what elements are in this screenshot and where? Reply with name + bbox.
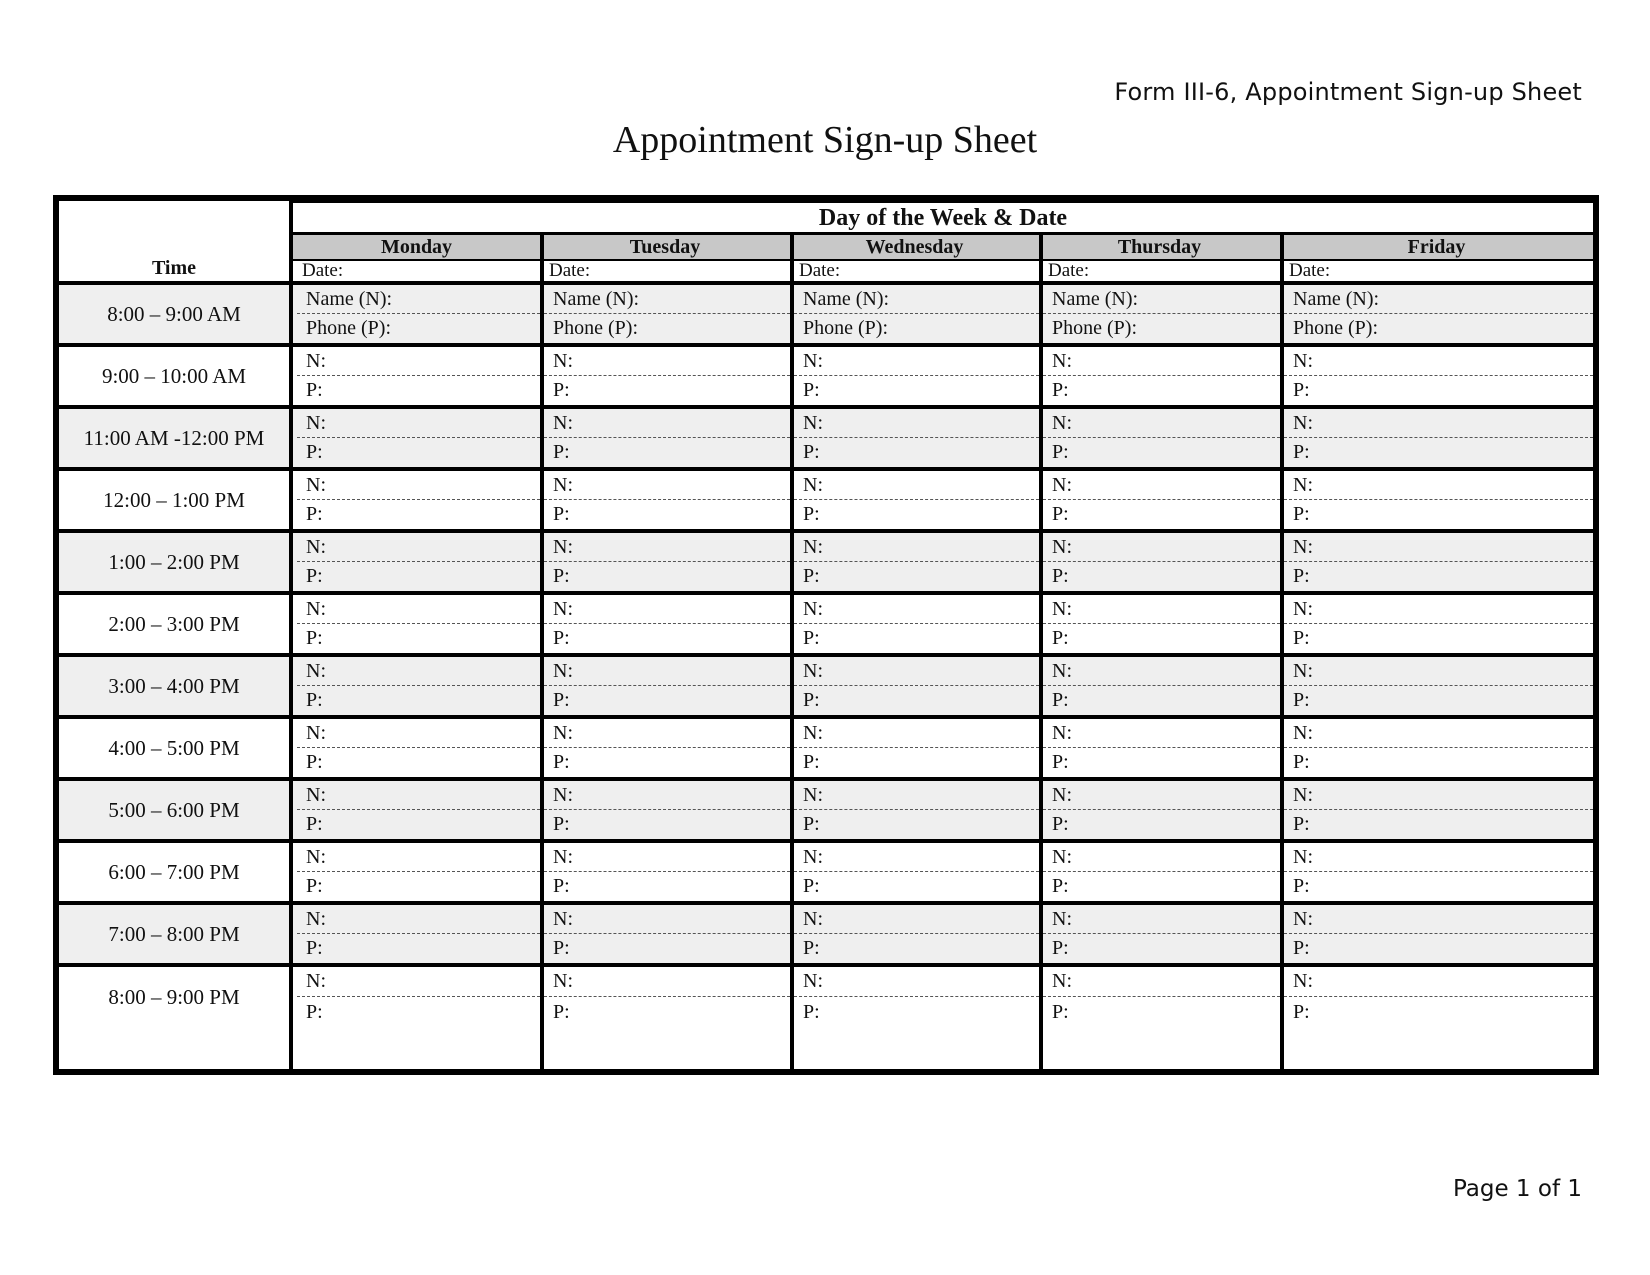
- phone-field[interactable]: P:: [1052, 937, 1069, 959]
- entry-cell-thursday: [1043, 719, 1280, 777]
- phone-field[interactable]: P:: [553, 813, 570, 835]
- entry-cell-friday: [1284, 471, 1593, 529]
- name-field[interactable]: N:: [794, 595, 1039, 624]
- entry-cell-tuesday: [544, 347, 790, 405]
- entry-cell-wednesday: [794, 719, 1039, 777]
- time-slot-label: 1:00 – 2:00 PM: [108, 549, 240, 574]
- entry-cell-friday: [1284, 843, 1593, 901]
- entry-cell-friday: [1284, 657, 1593, 715]
- phone-field[interactable]: P:: [553, 751, 570, 773]
- name-field[interactable]: N:: [544, 347, 790, 376]
- phone-field[interactable]: P:: [1293, 503, 1310, 525]
- phone-field[interactable]: P:: [803, 689, 820, 711]
- entry-cell-thursday: [1043, 595, 1280, 653]
- time-column-header: [59, 201, 293, 285]
- entry-cell-tuesday: [544, 967, 790, 1027]
- phone-field[interactable]: Phone (P):: [1052, 317, 1137, 339]
- day-header-thursday: Thursday: [1039, 235, 1280, 261]
- date-field-friday[interactable]: Date:: [1280, 261, 1593, 285]
- entry-cell-monday: [297, 409, 540, 467]
- entry-cell-wednesday: [794, 967, 1039, 1027]
- phone-field[interactable]: P:: [803, 379, 820, 401]
- entry-cell-tuesday: [544, 719, 790, 777]
- entry-cell-wednesday: [794, 347, 1039, 405]
- entry-cell-monday: [297, 533, 540, 591]
- day-header-monday: Monday: [293, 235, 540, 261]
- entry-cell-thursday: [1043, 471, 1280, 529]
- column-divider: [1039, 235, 1043, 1069]
- entry-cell-tuesday: [544, 595, 790, 653]
- date-field-wednesday[interactable]: Date:: [790, 261, 1039, 285]
- time-slot-label: 9:00 – 10:00 AM: [101, 363, 247, 388]
- entry-cell-tuesday: [544, 905, 790, 963]
- name-field[interactable]: N:: [544, 905, 790, 934]
- name-field[interactable]: N:: [1284, 719, 1593, 748]
- name-field[interactable]: N:: [544, 595, 790, 624]
- phone-field[interactable]: Phone (P):: [803, 317, 888, 339]
- name-field[interactable]: N:: [794, 657, 1039, 686]
- entry-cell-thursday: [1043, 409, 1280, 467]
- name-field[interactable]: N:: [544, 781, 790, 810]
- name-field[interactable]: N:: [1043, 905, 1280, 934]
- phone-field[interactable]: P:: [803, 813, 820, 835]
- name-field[interactable]: N:: [1043, 967, 1280, 997]
- phone-field[interactable]: P:: [803, 1000, 820, 1023]
- entry-cell-wednesday: [794, 285, 1039, 343]
- name-field[interactable]: N:: [794, 905, 1039, 934]
- entry-cell-thursday: [1043, 781, 1280, 839]
- time-slot-label: 12:00 – 1:00 PM: [103, 487, 245, 512]
- time-slot-label: 8:00 – 9:00 PM: [108, 984, 240, 1009]
- phone-field[interactable]: Phone (P):: [306, 317, 391, 339]
- phone-field[interactable]: P:: [1293, 813, 1310, 835]
- day-header-wednesday: Wednesday: [790, 235, 1039, 261]
- name-field[interactable]: N:: [544, 533, 790, 562]
- name-field[interactable]: N:: [1284, 905, 1593, 934]
- phone-field[interactable]: P:: [1052, 379, 1069, 401]
- phone-field[interactable]: P:: [306, 565, 323, 587]
- entry-cell-wednesday: [794, 471, 1039, 529]
- phone-field[interactable]: P:: [1052, 565, 1069, 587]
- name-field[interactable]: N:: [1043, 533, 1280, 562]
- name-field[interactable]: N:: [544, 657, 790, 686]
- name-field[interactable]: N:: [297, 595, 540, 624]
- name-field[interactable]: N:: [1284, 843, 1593, 872]
- name-field[interactable]: Name (N):: [794, 285, 1039, 314]
- name-field[interactable]: N:: [794, 533, 1039, 562]
- name-field[interactable]: N:: [1284, 595, 1593, 624]
- phone-field[interactable]: Phone (P):: [1293, 317, 1378, 339]
- page-number: Page 1 of 1: [1452, 1176, 1582, 1202]
- entry-cell-thursday: [1043, 347, 1280, 405]
- phone-field[interactable]: Phone (P):: [553, 317, 638, 339]
- entry-cell-monday: [297, 347, 540, 405]
- time-slot-label: 2:00 – 3:00 PM: [108, 611, 240, 636]
- entry-cell-wednesday: [794, 843, 1039, 901]
- name-field[interactable]: N:: [794, 781, 1039, 810]
- name-field[interactable]: N:: [1043, 719, 1280, 748]
- entry-cell-thursday: [1043, 285, 1280, 343]
- entry-cell-tuesday: [544, 409, 790, 467]
- entry-cell-wednesday: [794, 533, 1039, 591]
- entry-cell-wednesday: [794, 905, 1039, 963]
- name-field[interactable]: Name (N):: [544, 285, 790, 314]
- name-field[interactable]: N:: [1284, 347, 1593, 376]
- entry-cell-friday: [1284, 719, 1593, 777]
- name-field[interactable]: N:: [544, 843, 790, 872]
- phone-field[interactable]: P:: [803, 627, 820, 649]
- phone-field[interactable]: P:: [553, 627, 570, 649]
- entry-cell-monday: [297, 781, 540, 839]
- phone-field[interactable]: P:: [1052, 875, 1069, 897]
- phone-field[interactable]: P:: [306, 937, 323, 959]
- date-field-thursday[interactable]: Date:: [1039, 261, 1280, 285]
- entry-cell-monday: [297, 471, 540, 529]
- phone-field[interactable]: P:: [1293, 751, 1310, 773]
- phone-field[interactable]: P:: [306, 627, 323, 649]
- phone-field[interactable]: P:: [553, 441, 570, 463]
- phone-field[interactable]: P:: [803, 565, 820, 587]
- name-field[interactable]: N:: [794, 471, 1039, 500]
- entry-cell-thursday: [1043, 533, 1280, 591]
- entry-cell-tuesday: [544, 657, 790, 715]
- phone-field[interactable]: P:: [803, 441, 820, 463]
- entry-cell-monday: [297, 719, 540, 777]
- time-header-label: Time: [151, 257, 197, 279]
- time-slot-label: 6:00 – 7:00 PM: [108, 859, 240, 884]
- entry-cell-monday: [297, 595, 540, 653]
- time-slot-label: 7:00 – 8:00 PM: [108, 921, 240, 946]
- name-field[interactable]: N:: [1284, 533, 1593, 562]
- entry-cell-wednesday: [794, 781, 1039, 839]
- phone-field[interactable]: P:: [1052, 1000, 1069, 1023]
- name-field[interactable]: Name (N):: [1284, 285, 1593, 314]
- time-column-divider: [289, 201, 293, 1069]
- name-field[interactable]: N:: [1284, 967, 1593, 997]
- entry-cell-tuesday: [544, 843, 790, 901]
- phone-field[interactable]: P:: [1293, 565, 1310, 587]
- name-field[interactable]: N:: [1043, 347, 1280, 376]
- name-field[interactable]: N:: [297, 843, 540, 872]
- phone-field[interactable]: P:: [306, 441, 323, 463]
- day-header-tuesday: Tuesday: [540, 235, 790, 261]
- entry-cell-wednesday: [794, 595, 1039, 653]
- phone-field[interactable]: P:: [306, 379, 323, 401]
- name-field[interactable]: N:: [544, 471, 790, 500]
- entry-cell-monday: [297, 967, 540, 1027]
- entry-cell-tuesday: [544, 471, 790, 529]
- entry-cell-monday: [297, 657, 540, 715]
- time-slot-label: 5:00 – 6:00 PM: [108, 797, 240, 822]
- phone-field[interactable]: P:: [1293, 379, 1310, 401]
- phone-field[interactable]: P:: [553, 565, 570, 587]
- phone-field[interactable]: P:: [306, 503, 323, 525]
- name-field[interactable]: N:: [544, 409, 790, 438]
- day-header-friday: Friday: [1280, 235, 1593, 261]
- phone-field[interactable]: P:: [1052, 503, 1069, 525]
- entry-cell-wednesday: [794, 409, 1039, 467]
- name-field[interactable]: N:: [297, 471, 540, 500]
- form-identifier: Form III-6, Appointment Sign-up Sheet: [1114, 78, 1582, 106]
- entry-cell-friday: [1284, 285, 1593, 343]
- phone-field[interactable]: P:: [553, 503, 570, 525]
- phone-field[interactable]: P:: [306, 875, 323, 897]
- phone-field[interactable]: P:: [803, 875, 820, 897]
- name-field[interactable]: N:: [794, 409, 1039, 438]
- date-field-monday[interactable]: Date:: [293, 261, 540, 285]
- name-field[interactable]: N:: [1284, 409, 1593, 438]
- name-field[interactable]: N:: [794, 719, 1039, 748]
- name-field[interactable]: N:: [297, 905, 540, 934]
- phone-field[interactable]: P:: [1052, 813, 1069, 835]
- time-slot-label: 11:00 AM -12:00 PM: [83, 425, 265, 450]
- phone-field[interactable]: P:: [803, 751, 820, 773]
- entry-cell-friday: [1284, 781, 1593, 839]
- name-field[interactable]: N:: [297, 347, 540, 376]
- name-field[interactable]: N:: [297, 719, 540, 748]
- column-divider: [540, 235, 544, 1069]
- name-field[interactable]: N:: [297, 967, 540, 997]
- entry-cell-tuesday: [544, 533, 790, 591]
- entry-cell-friday: [1284, 967, 1593, 1027]
- column-divider: [1280, 235, 1284, 1069]
- name-field[interactable]: N:: [794, 967, 1039, 997]
- entry-cell-friday: [1284, 409, 1593, 467]
- date-field-tuesday[interactable]: Date:: [540, 261, 790, 285]
- phone-field[interactable]: P:: [553, 379, 570, 401]
- phone-field[interactable]: P:: [1293, 875, 1310, 897]
- time-slot-label: 3:00 – 4:00 PM: [108, 673, 240, 698]
- phone-field[interactable]: P:: [1293, 441, 1310, 463]
- entry-cell-friday: [1284, 905, 1593, 963]
- phone-field[interactable]: P:: [306, 813, 323, 835]
- name-field[interactable]: N:: [794, 843, 1039, 872]
- entry-cell-monday: [297, 905, 540, 963]
- name-field[interactable]: Name (N):: [1043, 285, 1280, 314]
- name-field[interactable]: N:: [1043, 595, 1280, 624]
- name-field[interactable]: Name (N):: [297, 285, 540, 314]
- name-field[interactable]: N:: [1284, 781, 1593, 810]
- entry-cell-tuesday: [544, 781, 790, 839]
- phone-field[interactable]: P:: [803, 937, 820, 959]
- entry-cell-thursday: [1043, 843, 1280, 901]
- entry-cell-monday: [297, 843, 540, 901]
- phone-field[interactable]: P:: [1293, 937, 1310, 959]
- entry-cell-monday: [297, 285, 540, 343]
- phone-field[interactable]: P:: [553, 1000, 570, 1023]
- phone-field[interactable]: P:: [306, 751, 323, 773]
- column-divider: [790, 235, 794, 1069]
- entry-cell-thursday: [1043, 657, 1280, 715]
- name-field[interactable]: N:: [297, 533, 540, 562]
- name-field[interactable]: N:: [1043, 843, 1280, 872]
- name-field[interactable]: N:: [1043, 409, 1280, 438]
- name-field[interactable]: N:: [544, 967, 790, 997]
- phone-field[interactable]: P:: [1293, 627, 1310, 649]
- phone-field[interactable]: P:: [1293, 1000, 1310, 1023]
- phone-field[interactable]: P:: [553, 937, 570, 959]
- entry-cell-friday: [1284, 347, 1593, 405]
- time-slot-label: 4:00 – 5:00 PM: [108, 735, 240, 760]
- phone-field[interactable]: P:: [803, 503, 820, 525]
- phone-field[interactable]: P:: [1293, 689, 1310, 711]
- name-field[interactable]: N:: [1284, 471, 1593, 500]
- phone-field[interactable]: P:: [306, 1000, 323, 1023]
- name-field[interactable]: N:: [544, 719, 790, 748]
- phone-field[interactable]: P:: [553, 689, 570, 711]
- page-title: Appointment Sign-up Sheet: [612, 119, 1038, 161]
- name-field[interactable]: N:: [1043, 781, 1280, 810]
- phone-field[interactable]: P:: [1052, 627, 1069, 649]
- entry-cell-thursday: [1043, 905, 1280, 963]
- entry-cell-friday: [1284, 533, 1593, 591]
- time-slot-label: 8:00 – 9:00 AM: [107, 301, 241, 326]
- name-field[interactable]: N:: [794, 347, 1039, 376]
- phone-field[interactable]: P:: [1052, 751, 1069, 773]
- entry-cell-thursday: [1043, 967, 1280, 1027]
- name-field[interactable]: N:: [1043, 471, 1280, 500]
- signup-table: [53, 195, 1599, 1075]
- week-date-header: Day of the Week & Date: [293, 201, 1593, 235]
- entry-cell-tuesday: [544, 285, 790, 343]
- name-field[interactable]: N:: [297, 409, 540, 438]
- name-field[interactable]: N:: [297, 781, 540, 810]
- entry-cell-friday: [1284, 595, 1593, 653]
- phone-field[interactable]: P:: [1052, 441, 1069, 463]
- phone-field[interactable]: P:: [553, 875, 570, 897]
- name-field[interactable]: N:: [1284, 657, 1593, 686]
- name-field[interactable]: N:: [297, 657, 540, 686]
- phone-field[interactable]: P:: [306, 689, 323, 711]
- phone-field[interactable]: P:: [1052, 689, 1069, 711]
- entry-cell-wednesday: [794, 657, 1039, 715]
- name-field[interactable]: N:: [1043, 657, 1280, 686]
